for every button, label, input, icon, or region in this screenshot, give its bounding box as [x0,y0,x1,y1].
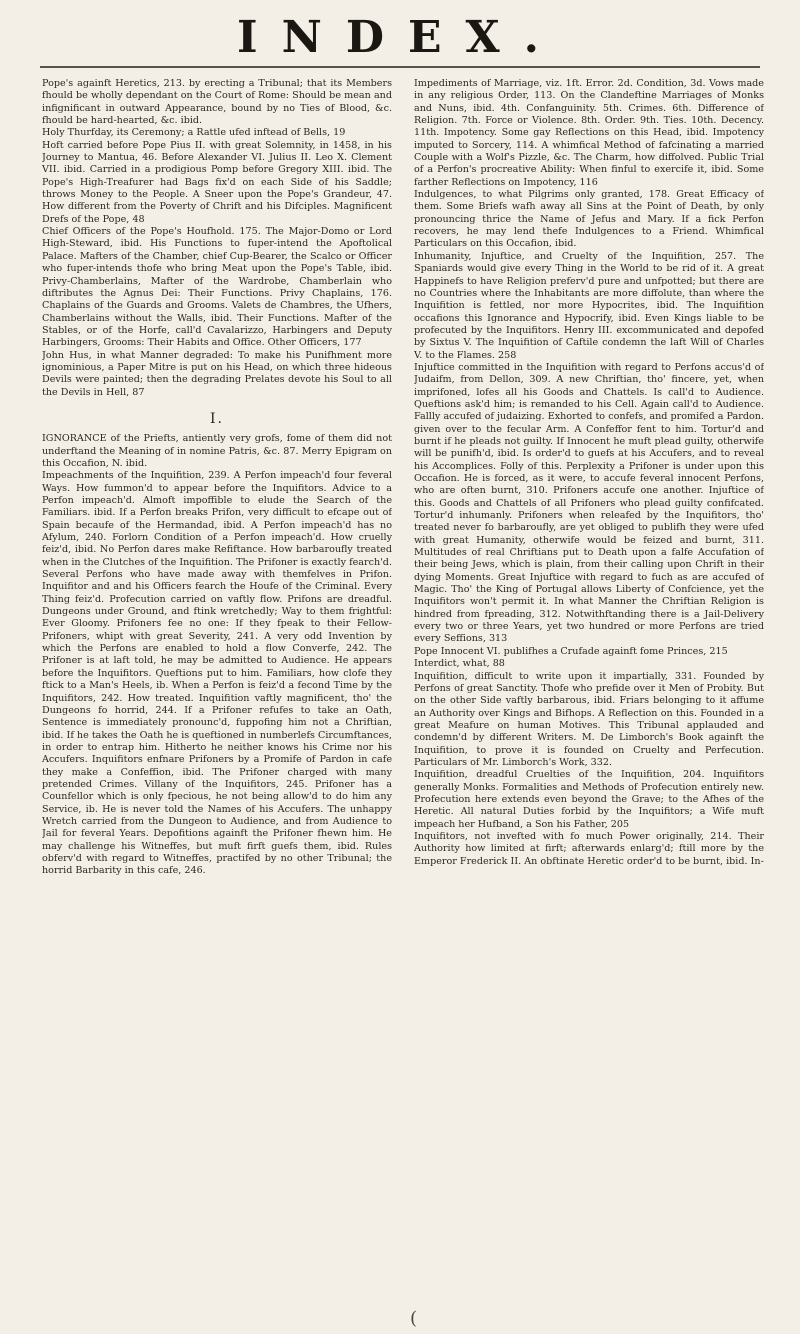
index-entry: Hoft carried before Pope Pius II. with great Solemnity, in 1458, in his Journey to Mantua, 46. Before Alexander VI. Julius II. Leo X. Clement VII. ibid. Carried in a prodigious Pomp before Gregory XIII. ibid. The Pope's High-Treafurer had Bags fix'd on each Side of his Saddle; throws Money to the People. A Sneer upon the Pope's Grandeur, 47. How different from the Poverty of Chrift and his Difciples. Magnificent Drefs of the Pope, 48 [42,139,392,225]
index-entry: Impeachments of the Inquifition, 239. A Perfon impeach'd four feveral Ways. How fummon'd to appear before the Inquifitors. Advice to a Perfon impeach'd. Almoft impoffible to elude the Search of the Familiars. ibid. If a Perfon breaks Prifon, very difficult to efcape out of Spain becaufe of the Hermandad, ibid. A Perfon impeach'd has no Afylum, 240. Forlorn Condition of a Perfon impeach'd. How cruelly feiz'd, ibid. No Perfon dares make Refiftance. How barbaroufly treated when in the Clutches of the Inquifition. The Prifoner is exactly fearch'd. Several Perfons who have made away with themfelves in Prifon. Inquifitor and and his Officers fearch the Houfe of the Criminal. Every Thing feiz'd. Profecution carried on vaftly flow. Prifons are dreadful. Dungeons under Ground, and ftink wretchedly; Way to them frightful: Ever Gloomy. Prifoners fee no one: If they fpeak to their Fellow-Prifoners, whipt with great Severity, 241. A very odd Invention by which the Perfons are enabled to hold a flow Converfe, 242. The Prifoner is at laft told, he may be admitted to Audience. He appears before the Inquifitors. Queftions put to him. Familiars, how clofe they ftick to a Man's Heels, ib. When a Perfon is feiz'd a fecond Time by the Inquifitors, 242. How treated. Inquifition vaftly magnificent, tho' the Dungeons fo horrid, 244. If a Prifoner refufes to take an Oath, Sentence is immediately pronounc'd, fuppofing him not a Chriftian, ibid. If he takes the Oath he is queftioned in numberlefs Circumftances, in order to entrap him. Hitherto he neither knows his Crime nor his Accufers. Inquifitors enfnare Prifoners by a Promife of Pardon in cafe they make a Confeffion, ibid. The Prifoner charged with many pretended Crimes. Villany of the Inquifitors, 245. Prifoner has a Counfellor which is only fpecious, he not being allow'd to do him any Service, ib. He is never told the Names of his Accufers. The unhappy Wretch carried from the Dungeon to Audience, and from Audience to Jail for feveral Years. Depofitions againft the Prifoner fhewn him. He may challenge his Witneffes, but muft firft guefs them, ibid. Rules obferv'd with regard to Witneffes, practifed by no other Tribunal; the horrid Barbarity in this cafe, 246. [42,470,392,877]
index-entry: Inquifitors, not invefted with fo much Power originally, 214. Their Authority how limited at firft; afterwards enlarg'd; ftill more by the Emperor Frederick II. An obftinate Heretic order'd to be burnt, ibid. In- [414,830,764,867]
left-column [42,78,392,1294]
footer-mark: ( [410,1308,418,1329]
index-entry: Impediments of Marriage, viz. 1ft. Error. 2d. Condition, 3d. Vows made in any religious Order, 113. On the Clandeftine Marriages of Monks and Nuns, ibid. 4th. Confanguinity. 5th. Crimes. 6th. Difference of Religion. 7th. Force or Violence. 8th. Order. 9th. Ties. 10th. Decency. 11th. Impotency. Some gay Reflections on this Head, ibid. Impotency imputed to Sorcery, 114. A whimfical Method of fafcinating a married Couple with a Wolf's Pizzle, &c. The Charm, how diffolved. Public Trial of a Perfon's procreative Ability: When finful to exercife it, ibid. Some farther Reflections on Impotency, 116 [414,78,764,188]
index-entry: IGNORANCE of the Priefts, antiently very grofs, fome of them did not underftand the Meaning of in nomine Patris, &c. 87. Merry Epigram on this Occafion, N. ibid. [42,433,392,469]
index-columns [42,78,764,1294]
index-entry: Chief Officers of the Pope's Houfhold. 175. The Major-Domo or Lord High-Steward, ibid. His Functions to fuper-intend the Apoftolical Palace. Mafters of the Chamber, chief Cup-Bearer, the Scalco or Officer who fuper-intends thofe who bring Meat upon the Pope's Table, ibid. Privy-Chamberlains, Mafter of the Wardrobe, Chamberlain who diftributes the Agnus Dei: Their Functions. Privy Chaplains, 176. Chaplains of the Guards and Grooms. Valets de Chambres, the Ufhers, Chamberlains without the Walls, ibid. Their Functions. Mafter of the Stables, or of the Horfe, call'd Cavalarizzo, Harbingers and Deputy Harbingers, Grooms: Their Habits and Office. Other Officers, 177 [42,226,392,349]
index-entry: Inhumanity, Injuftice, and Cruelty of the Inquifition, 257. The Spaniards would give every Thing in the World to be rid of it. A great Happinefs to have Religion preferv'd pure and unfpotted; but there are no Countries where the Inhabitants are more diffolute, than where the Inquifition is fettled, nor more Hypocrites, ibid. The Inquifition occafions this Ignorance and Hypocrify, ibid. Even Kings liable to be profecuted by the Inquifitors. Henry III. excommunicated and depofed by Sixtus V. The Inquifition of Caftile condemn the laft Will of Charles V. to the Flames. 258 [414,250,764,361]
index-entry: Indulgences, to what Pilgrims only granted, 178. Great Efficacy of them. Some Briefs wafh away all Sins at the Point of Death, by only pronouncing thrice the Name of Jefus and Mary. If a fick Perfon recovers, he may lend thefe Indulgences to a Friend. Whimfical Particulars on this Occafion, ibid. [414,189,764,250]
index-entry: John Hus, in what Manner degraded: To make his Punifhment more ignominious, a Paper Mitre is put on his Head, on which three hideous Devils were painted; then the degrading Prelates devote his Soul to all the Devils in Hell, 87 [42,349,392,398]
index-entry: Pope's againft Heretics, 213. by erecting a Tribunal; that its Members fhould be wholly dependant on the Court of Rome: Should be mean and infignificant in outward Appearance, bound by no Ties of Blood, &c. fhould be hard-hearted, &c. ibid. [42,78,392,127]
index-entry: Inquifition, difficult to write upon it impartially, 331. Founded by Perfons of great Sanctity. Thofe who prefide over it Men of Probity. But on the other Side vaftly barbarous, ibid. Friars belonging to it affume an Authority over Kings and Bifhops. A Reflection on this. Founded in a great Meafure on human Motives. This Tribunal applauded and condemn'd by different Writers. M. De Limborch's Book againft the Inquifition, to prove it is founded on Cruelty and Perfecution. Particulars of Mr. Limborch's Work, 332. [414,670,764,768]
index-entry: Pope Innocent VI. publifhes a Crufade againft fome Princes, 215 [414,645,728,657]
right-column [414,78,764,1294]
page-heading: INDEX. [237,12,563,63]
index-entry: Interdict, what, 88 [414,658,505,670]
index-entry: Injuftice committed in the Inquifition with regard to Perfons accus'd of Judaifm, from Dellon, 309. A new Chriftian, tho' fincere, yet, when imprifoned, lofes all his Goods and Chattels. Is call'd to Audience. Queftions ask'd him; is remanded to his Cell. Again call'd to Audience. Fallly accufed of judaizing. Exhorted to confefs, and promifed a Pardon. given over to the fecular Arm. A Confeffor fent to him. Tortur'd and burnt if he pleads not guilty. If Innocent he muft plead guilty, otherwife will be punifh'd, ibid. Is order'd to guefs at his Accufers, and to reveal his Accomplices. Folly of this. Perplexity a Prifoner is under upon this Occafion. He is forced, as it were, to accufe feveral innocent Perfons, who are often burnt, 310. Prifoners accufe one another. Injuftice of this. Goods and Chattels of all Prifoners who plead guilty confifcated. Tortur'd inhumanly. Prifoners when releafed by the Inquifitors, tho' treated never fo barbaroufly, are yet obliged to publifh they were ufed with great Humanity, otherwife would be feized and burnt, 311. Multitudes of real Chriftians put to Death upon a falfe Accufation of their being Jews, which is plain, from their calling upon Chrift in their dying Moments. Great Injuftice with regard to fuch as are accufed of Magic. Tho' the King of Portugal allows Liberty of Confcience, yet the Inquifitors won't permit it. In what Manner the Chriftian Religion is hindred from fpreading, 312. Notwithftanding there is a Jail-Delivery every two or three Years, yet two hundred or more Perfons are tried every Seffions, 313 [414,361,764,645]
section-letter: I. [210,410,224,427]
index-entry: Inquifition, dreadful Cruelties of the Inquifition, 204. Inquifitors generally Monks. Formalities and Methods of Profecution entirely new. Profecution here extends even beyond the Grave; to the Afhes of the Heretic. All natural Duties forbid by the Inquifitors; a Wife muft impeach her Hufband, a Son his Father, 205 [414,769,764,830]
index-entry: Holy Thurfday, its Ceremony; a Rattle ufed inftead of Bells, 19 [42,127,346,139]
heading-rule [40,66,760,68]
